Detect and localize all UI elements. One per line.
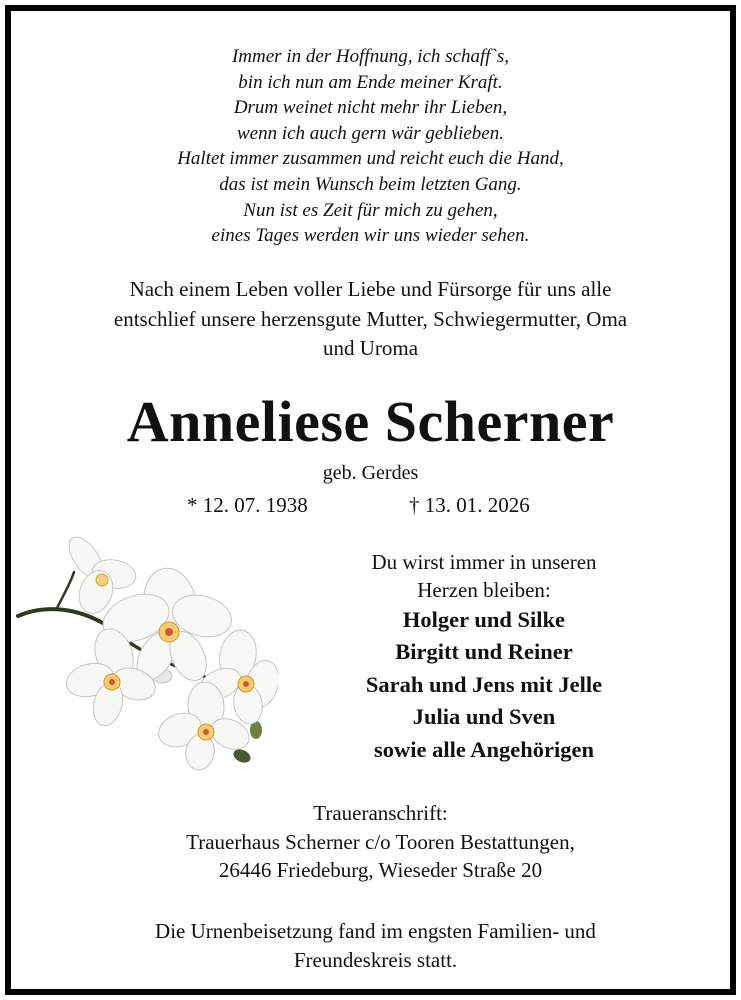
poem-line: eines Tages werden wir uns wieder sehen. bbox=[211, 225, 530, 247]
poem-line: wenn ich auch gern wär geblieben. bbox=[236, 122, 504, 144]
closing-line: Freundeskreis statt. bbox=[293, 947, 458, 972]
mourner-family: sowie alle Angehörigen bbox=[374, 736, 594, 762]
obituary-notice bbox=[5, 5, 736, 995]
deceased-name: Anneliese Scherner bbox=[126, 389, 615, 454]
poem-line: das ist mein Wunsch beim letzten Gang. bbox=[219, 173, 522, 195]
poem-line: Immer in der Hoffnung, ich schaff`s, bbox=[231, 46, 510, 67]
poem-line: Drum weinet nicht mehr ihr Lieben, bbox=[233, 97, 508, 119]
poem-line: Haltet immer zusammen und reicht euch die Hand, bbox=[177, 148, 564, 170]
birth-date: * 12. 07. 1938 bbox=[187, 493, 308, 517]
closing-note bbox=[16, 917, 735, 974]
mourning-address bbox=[21, 799, 740, 885]
mourner-family: Julia und Sven bbox=[412, 704, 556, 730]
mourner-family: Holger und Silke bbox=[402, 607, 566, 632]
intro-line: Nach einem Leben voller Liebe und Fürsorge für uns alle bbox=[129, 277, 612, 301]
intro-line: und Uroma bbox=[322, 336, 419, 360]
mourner-family: Birgitt und Reiner bbox=[395, 639, 573, 665]
orchid-flower bbox=[63, 623, 160, 728]
mourners-intro-line: Herzen bleiben: bbox=[417, 578, 551, 602]
mourner-family: Sarah und Jens mit Jelle bbox=[365, 671, 603, 697]
death-date: † 13. 01. 2026 bbox=[409, 493, 530, 517]
intro-text bbox=[11, 275, 730, 364]
address-line: 26446 Friedeburg, Wieseder Straße 20 bbox=[218, 858, 543, 882]
address-line: Trauerhaus Scherner c/o Tooren Bestattungen, bbox=[186, 829, 575, 854]
mourners-list bbox=[324, 548, 644, 766]
poem-line: Nun ist es Zeit für mich zu gehen, bbox=[243, 199, 498, 221]
poem-line: bin ich nun am Ende meiner Kraft. bbox=[238, 71, 503, 93]
intro-line: entschlief unsere herzensgute Mutter, Schwiegermutter, Oma bbox=[113, 306, 628, 331]
poem bbox=[11, 44, 730, 249]
closing-line: Die Urnenbeisetzung fand im engsten Familien- und bbox=[155, 919, 596, 943]
mourners-intro-line: Du wirst immer in unseren bbox=[371, 550, 597, 574]
maiden-name: geb. Gerdes bbox=[322, 462, 419, 484]
address-line: Traueranschrift: bbox=[313, 801, 448, 825]
orchid-image bbox=[16, 534, 278, 774]
